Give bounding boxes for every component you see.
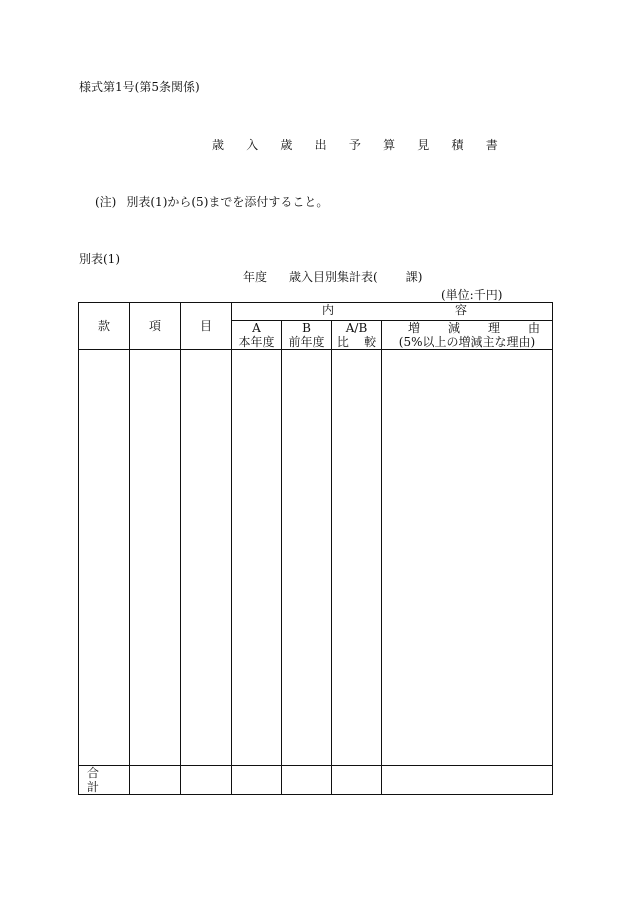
header-ab-bottom [332,335,382,350]
cell-ab[interactable] [332,350,382,766]
total-moku[interactable] [181,766,232,795]
table-header-row-1 [79,303,553,321]
cell-b[interactable] [282,350,332,766]
header-a-top: A [232,321,282,336]
ab-bottom-char-1: 比 [336,335,349,349]
cell-moku[interactable] [181,350,232,766]
dept-label: 課) [405,270,423,284]
header-a-bottom: 本年度 [232,335,282,350]
header-kou: 項 [130,303,181,350]
cell-kan[interactable] [79,350,130,766]
header-ab-top: A/B [332,321,382,336]
header-naiyou [232,303,553,321]
total-label: 合 計 [79,766,130,795]
note [95,193,328,210]
table-body-row [79,350,553,766]
header-uchi: 内 [322,303,335,317]
table-title: 歳入目別集計表( [289,270,378,284]
total-reason[interactable] [382,766,553,795]
document-title: 歳 入 歳 出 予 算 見 積 書 [212,138,507,152]
form-number: 様式第1号(第5条関係) [79,80,200,94]
reason-char-1: 増 [408,321,421,335]
reason-char-3: 理 [487,321,500,335]
total-kou[interactable] [130,766,181,795]
note-label: (注) [95,195,117,209]
cell-reason[interactable] [382,350,553,766]
header-b-top: B [282,321,332,336]
ab-bottom-char-2: 較 [364,335,377,349]
year-label: 年度 [243,270,268,284]
header-reason-top [382,321,553,336]
header-kan: 款 [79,303,130,350]
header-b-bottom: 前年度 [282,335,332,350]
unit-label: (単位:千円) [441,288,503,302]
total-b[interactable] [282,766,332,795]
header-moku: 目 [181,303,232,350]
reason-char-2: 減 [447,321,460,335]
attachment-label: 別表(1) [79,252,120,266]
reason-char-4: 由 [527,321,540,335]
cell-a[interactable] [232,350,282,766]
revenue-summary-table [78,302,553,795]
header-reason-bottom: (5%以上の増減主な理由) [382,335,553,350]
total-ab[interactable] [332,766,382,795]
header-you: 容 [455,303,468,317]
table-total-row [79,766,553,795]
total-a[interactable] [232,766,282,795]
note-text: 別表(1)から(5)までを添付すること。 [126,195,329,209]
cell-kou[interactable] [130,350,181,766]
table-subtitle [243,268,422,285]
